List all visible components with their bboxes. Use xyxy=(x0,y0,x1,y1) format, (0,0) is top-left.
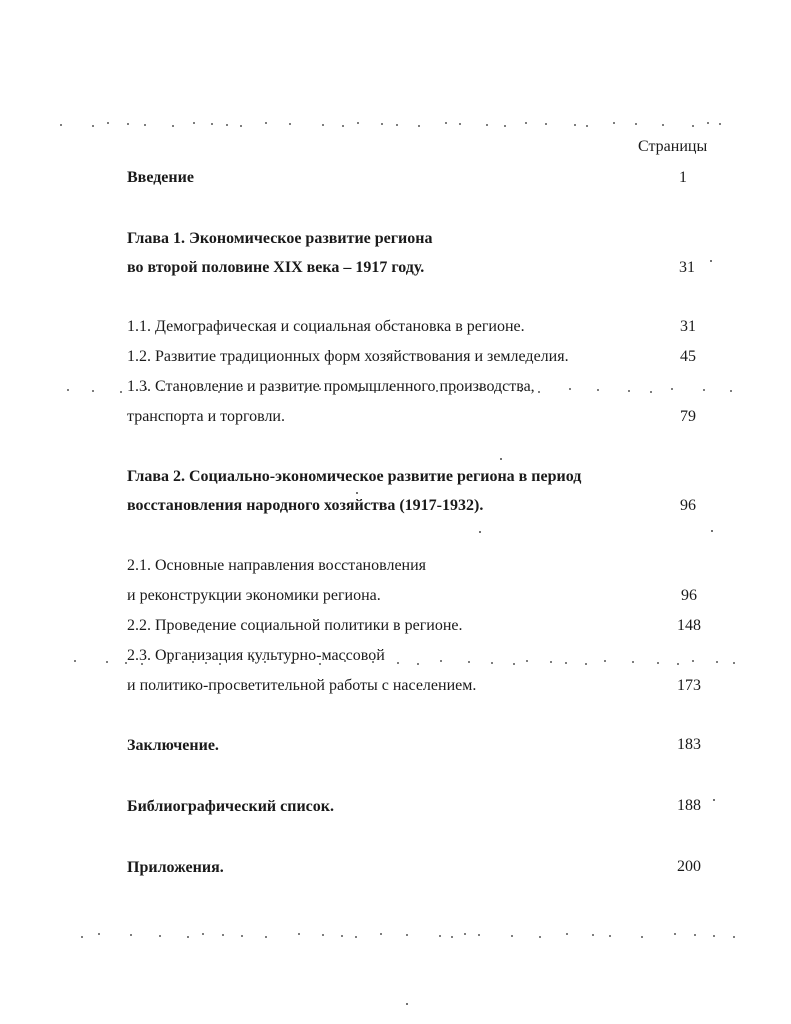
scan-dot xyxy=(674,933,676,935)
scan-dot xyxy=(459,123,461,125)
scan-dot xyxy=(468,661,470,663)
scan-dot xyxy=(265,122,267,124)
scan-dot xyxy=(566,933,568,935)
toc-section-2-3-line1: 2.3. Организация культурно-массовой xyxy=(127,647,385,664)
scan-dot xyxy=(418,125,420,127)
scan-dots-bottom xyxy=(0,933,791,939)
toc-intro-title: Введение xyxy=(127,169,194,186)
pages-column-header: Страницы xyxy=(638,138,708,155)
scan-dot xyxy=(713,935,715,937)
scan-dot xyxy=(120,391,122,393)
toc-section-2-3-line2: и политико-просветительной работы с населением. xyxy=(127,677,477,694)
toc-bibliography-page: 188 xyxy=(677,797,701,814)
toc-intro-page: 1 xyxy=(679,169,687,186)
scan-dot xyxy=(159,935,161,937)
scan-dot xyxy=(193,122,195,124)
scan-dot xyxy=(202,933,204,935)
toc-chapter2-title-line2: восстановления народного хозяйства (1917-1932). xyxy=(127,497,484,514)
toc-section-1-2-page: 45 xyxy=(680,348,696,365)
scan-dot xyxy=(67,389,69,391)
scan-dot xyxy=(733,936,735,938)
scan-speck xyxy=(406,1003,408,1005)
scan-dot xyxy=(526,660,528,662)
toc-bibliography-title: Библиографический список. xyxy=(127,798,334,815)
scan-dot xyxy=(628,390,630,392)
scan-dot xyxy=(730,390,732,392)
scan-dot xyxy=(417,663,419,665)
scan-dot xyxy=(650,391,652,393)
scan-dot xyxy=(565,662,567,664)
scan-dot xyxy=(341,935,343,937)
scan-dot xyxy=(211,123,213,125)
toc-conclusion-page: 183 xyxy=(677,736,701,753)
scan-dot xyxy=(92,125,94,127)
scan-dot xyxy=(719,123,721,125)
scan-dot xyxy=(396,124,398,126)
scan-dot xyxy=(641,936,643,938)
scan-dot xyxy=(92,390,94,392)
scan-dot xyxy=(677,663,679,665)
scan-dot xyxy=(241,935,243,937)
scan-dot xyxy=(298,933,300,935)
toc-conclusion-title: Заключение. xyxy=(127,737,219,754)
scan-dot xyxy=(635,123,637,125)
scan-dot xyxy=(511,935,513,937)
scan-dot xyxy=(445,122,447,124)
scan-dot xyxy=(289,123,291,125)
scan-dot xyxy=(397,662,399,664)
scan-dot xyxy=(98,933,100,935)
toc-section-1-3-line2: транспорта и торговли. xyxy=(127,408,285,425)
scan-dot xyxy=(381,123,383,125)
scan-dot xyxy=(478,934,480,936)
scan-dot xyxy=(464,933,466,935)
scan-dot xyxy=(74,660,76,662)
scan-dot xyxy=(574,124,576,126)
scan-dot xyxy=(716,661,718,663)
scan-dot xyxy=(513,663,515,665)
scan-dot xyxy=(539,936,541,938)
scan-dot xyxy=(569,388,571,390)
scan-dot xyxy=(60,124,62,126)
scan-speck xyxy=(713,799,715,801)
scan-dot xyxy=(107,122,109,124)
toc-section-1-1-page: 31 xyxy=(680,318,696,335)
scan-dot xyxy=(491,662,493,664)
toc-chapter2-title-line1: Глава 2. Социально-экономическое развитие региона в период xyxy=(127,468,582,485)
scan-speck xyxy=(356,492,358,494)
scan-dot xyxy=(545,123,547,125)
scan-dot xyxy=(597,389,599,391)
scan-speck xyxy=(710,260,712,262)
toc-section-2-2: 2.2. Проведение социальной политики в регионе. xyxy=(127,617,463,634)
scan-speck xyxy=(479,531,481,533)
toc-appendix-title: Приложения. xyxy=(127,859,224,876)
scan-dot xyxy=(586,125,588,127)
scan-dot xyxy=(357,122,359,124)
scan-dot xyxy=(486,124,488,126)
toc-section-2-1-page: 96 xyxy=(681,587,697,604)
scan-dot xyxy=(707,122,709,124)
scan-dot xyxy=(694,934,696,936)
toc-section-1-3-line1: 1.3. Становление и развитие промышленного производства, xyxy=(127,378,535,395)
scan-dot xyxy=(380,933,382,935)
toc-section-2-3-page: 173 xyxy=(677,677,701,694)
toc-section-1-1: 1.1. Демографическая и социальная обстановка в регионе. xyxy=(127,318,525,335)
scan-dot xyxy=(440,660,442,662)
scan-dot xyxy=(609,935,611,937)
scan-dot xyxy=(127,123,129,125)
scan-dot xyxy=(550,661,552,663)
scan-dot xyxy=(222,934,224,936)
scan-dot xyxy=(240,125,242,127)
scan-dot xyxy=(632,661,634,663)
toc-appendix-page: 200 xyxy=(677,858,701,875)
scan-dot xyxy=(538,391,540,393)
toc-section-2-1-line1: 2.1. Основные направления восстановления xyxy=(127,557,427,574)
toc-section-1-2: 1.2. Развитие традиционных форм хозяйствования и земледелия. xyxy=(127,348,569,365)
scan-dot xyxy=(671,388,673,390)
scan-dots-mid2 xyxy=(0,660,791,666)
scan-dot xyxy=(172,125,174,127)
scan-dot xyxy=(703,389,705,391)
scan-dot xyxy=(451,936,453,938)
toc-chapter2-page: 96 xyxy=(680,497,696,514)
scan-dot xyxy=(439,935,441,937)
scan-dot xyxy=(657,662,659,664)
scan-dot xyxy=(406,934,408,936)
toc-section-2-1-line2: и реконструкции экономики региона. xyxy=(127,587,381,604)
scan-dot xyxy=(106,661,108,663)
scan-dot xyxy=(144,124,146,126)
scan-dot xyxy=(692,660,694,662)
scan-dot xyxy=(226,124,228,126)
scan-dot xyxy=(322,124,324,126)
toc-chapter1-page: 31 xyxy=(679,259,695,276)
scan-dot xyxy=(265,936,267,938)
toc-section-2-2-page: 148 xyxy=(677,617,701,634)
scan-speck xyxy=(711,530,713,532)
toc-section-1-3-page: 79 xyxy=(680,408,696,425)
scan-speck xyxy=(500,458,502,460)
toc-chapter1-title-line1: Глава 1. Экономическое развитие региона xyxy=(127,230,433,247)
scan-dot xyxy=(662,124,664,126)
scan-dot xyxy=(130,934,132,936)
scan-dot xyxy=(342,125,344,127)
scan-dot xyxy=(613,122,615,124)
scan-dots-top xyxy=(0,122,791,128)
scan-dot xyxy=(187,936,189,938)
toc-chapter1-title-line2: во второй половине XIX века – 1917 году. xyxy=(127,259,425,276)
scan-dot xyxy=(355,936,357,938)
scan-dot xyxy=(504,125,506,127)
scan-dot xyxy=(733,662,735,664)
scan-dot xyxy=(322,934,324,936)
scan-dot xyxy=(592,934,594,936)
scan-dot xyxy=(585,663,587,665)
scan-dot xyxy=(81,936,83,938)
scan-dot xyxy=(525,122,527,124)
scan-dot xyxy=(604,660,606,662)
scan-dot xyxy=(692,125,694,127)
